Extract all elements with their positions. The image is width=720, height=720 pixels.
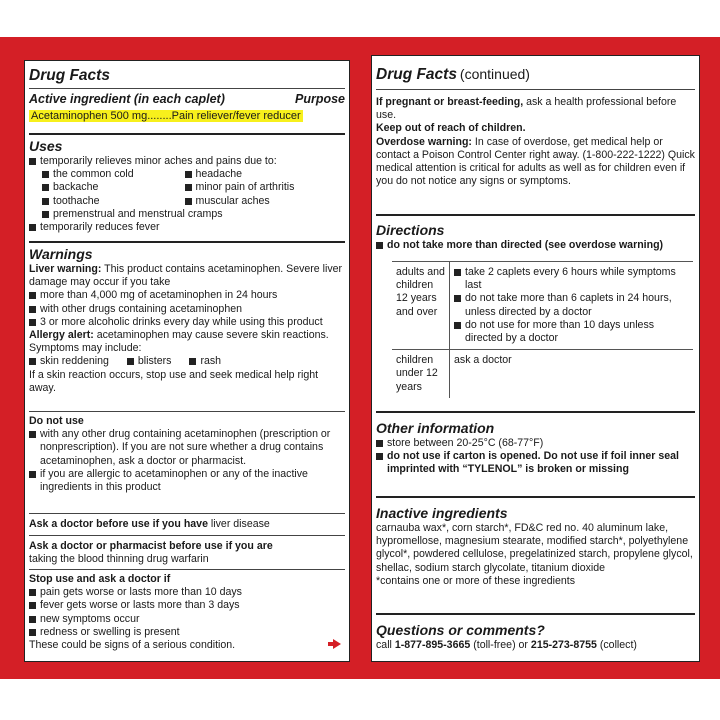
ask-pharmacist-label: Ask a doctor or pharmacist before use if you are [29, 540, 273, 552]
inactive-ingredients-text: carnauba wax*, corn starch*, FD&C red no. 40 aluminum lake, hypromellose, magnesium stearate, modified starch*, polyethylene glycol*, powdered cellulose, pregelatinized starch, propylene glycol, shellac, sodium starch glycolate, titanium dioxide [376, 522, 693, 574]
divider [376, 89, 695, 90]
panel-title: Drug Facts [376, 66, 457, 83]
allergy-alert-label: Allergy alert: [29, 329, 94, 342]
stop-use-after-text: These could be signs of a serious condition. [29, 639, 236, 652]
questions-section [376, 622, 695, 652]
table-cell: children under 12 years [392, 350, 450, 398]
continued-label: (continued) [459, 66, 530, 82]
list-item: backache [42, 181, 203, 194]
pregnancy-label: If pregnant or breast-feeding, [376, 96, 524, 108]
list-item: minor pain of arthritis [185, 181, 346, 194]
phone-note: (toll-free) or [473, 639, 528, 651]
table-cell: adults and children 12 years and over [392, 262, 450, 349]
questions-title: Questions or comments? [376, 622, 545, 638]
stop-use-section [29, 573, 345, 652]
allergy-after-text: If a skin reaction occurs, stop use and seek medical help right away. [29, 368, 319, 394]
directions-section [376, 222, 695, 252]
divider [376, 496, 695, 498]
list-item: pain gets worse or lasts more than 10 days [29, 586, 345, 599]
divider [376, 411, 695, 413]
list-item: more than 4,000 mg of acetaminophen in 24 hours [29, 289, 345, 302]
drug-facts-panel-right [371, 55, 700, 662]
allergy-alert-text: acetaminophen may cause severe skin reactions. Symptoms may include: [29, 329, 329, 355]
list-item: do not use if carton is opened. Do not use if foil inner seal imprinted with “TYLENOL” is broken or missing [376, 450, 695, 476]
divider [376, 214, 695, 216]
list-item: 3 or more alcoholic drinks every day while using this product [29, 316, 345, 329]
divider [29, 241, 345, 243]
list-item: muscular aches [185, 195, 346, 208]
list-item: do not take more than 6 caplets in 24 hours, unless directed by a doctor [454, 292, 689, 318]
keep-out-text: Keep out of reach of children. [376, 122, 526, 135]
list-item: do not use for more than 10 days unless directed by a doctor [454, 319, 689, 345]
inactive-ingredients-section [376, 505, 695, 588]
list-item: take 2 caplets every 6 hours while symptoms last [454, 266, 689, 292]
table-row [392, 262, 693, 350]
purpose-header: Purpose [294, 92, 345, 106]
warnings-section [29, 246, 345, 395]
phone-number-collect[interactable]: 215-273-8755 [530, 639, 597, 651]
divider [29, 133, 345, 135]
list-item: if you are allergic to acetaminophen or any of the inactive ingredients in this product [29, 468, 345, 494]
list-item: toothache [42, 195, 203, 208]
list-item: skin reddening [29, 355, 109, 368]
table-row [392, 350, 693, 398]
ask-doctor-text: liver disease [210, 518, 270, 530]
liver-warning-label: Liver warning: [29, 263, 102, 275]
divider [376, 613, 695, 615]
directions-title: Directions [376, 222, 445, 238]
list-item: fever gets worse or lasts more than 3 days [29, 599, 345, 612]
divider [29, 88, 345, 89]
list-item: with any other drug containing acetaminophen (prescription or nonprescription). If you are not sure whether a drug contains acetaminophen, ask a doctor or pharmacist. [29, 428, 345, 468]
list-item: store between 20-25°C (68-77°F) [376, 437, 695, 450]
uses-section [29, 138, 345, 234]
uses-intro: temporarily relieves minor aches and pains due to: [29, 155, 345, 168]
directions-table [392, 261, 693, 398]
ask-doctor-label: Ask a doctor before use if you have [29, 518, 208, 530]
ask-pharmacist-text: taking the blood thinning drug warfarin [29, 553, 209, 566]
divider [29, 569, 345, 570]
uses-title: Uses [29, 138, 63, 154]
list-item: do not take more than directed (see overdose warning) [376, 239, 695, 252]
active-ingredient-header: Active ingredient (in each caplet) [29, 92, 225, 106]
ask-doctor-section [29, 518, 345, 531]
active-ingredient-line: Acetaminophen 500 mg........Pain reliever/fever reducer [31, 110, 301, 122]
divider [29, 513, 345, 514]
list-item: new symptoms occur [29, 613, 345, 626]
list-item: premenstrual and menstrual cramps [42, 208, 345, 221]
divider [29, 535, 345, 536]
list-item: blisters [127, 355, 172, 368]
list-item: redness or swelling is present [29, 626, 345, 639]
overdose-label: Overdose warning: [376, 135, 472, 148]
liver-warning-text: This product contains acetaminophen. Severe liver damage may occur if you take [29, 263, 343, 289]
warnings-title: Warnings [29, 246, 93, 262]
panel-title: Drug Facts [29, 67, 110, 84]
table-cell: ask a doctor [454, 354, 512, 367]
other-information-section [376, 420, 695, 477]
phone-number-tollfree[interactable]: 1-877-895-3665 [394, 639, 471, 651]
phone-note: (collect) [599, 639, 637, 651]
do-not-use-section [29, 415, 345, 494]
list-item: rash [189, 355, 221, 368]
do-not-use-title: Do not use [29, 415, 84, 427]
overdose-text: In case of overdose, get medical help or contact a Poison Control Center right away. (1-800-222-1222) Quick medical attention is critical for adults as well as for children even if you do not notice any signs or symptoms. [376, 135, 695, 188]
right-arrow-icon [333, 639, 341, 649]
pregnancy-text: ask a health professional before use. [376, 96, 677, 122]
continued-header [376, 66, 695, 84]
other-information-title: Other information [376, 420, 495, 436]
drug-facts-panel-left [24, 60, 350, 662]
pregnancy-section [376, 96, 695, 188]
list-item: headache [185, 168, 346, 181]
inactive-ingredients-title: Inactive ingredients [376, 505, 508, 521]
call-label: call [376, 639, 392, 651]
list-item: temporarily reduces fever [29, 221, 345, 234]
ask-pharmacist-section [29, 540, 345, 566]
drug-facts-header [29, 67, 345, 85]
list-item: the common cold [42, 168, 203, 181]
list-item: with other drugs containing acetaminophen [29, 303, 345, 316]
stop-use-title: Stop use and ask a doctor if [29, 573, 171, 585]
active-ingredient-section [29, 92, 345, 123]
divider [29, 411, 345, 412]
inactive-ingredients-note: *contains one or more of these ingredients [376, 574, 576, 587]
